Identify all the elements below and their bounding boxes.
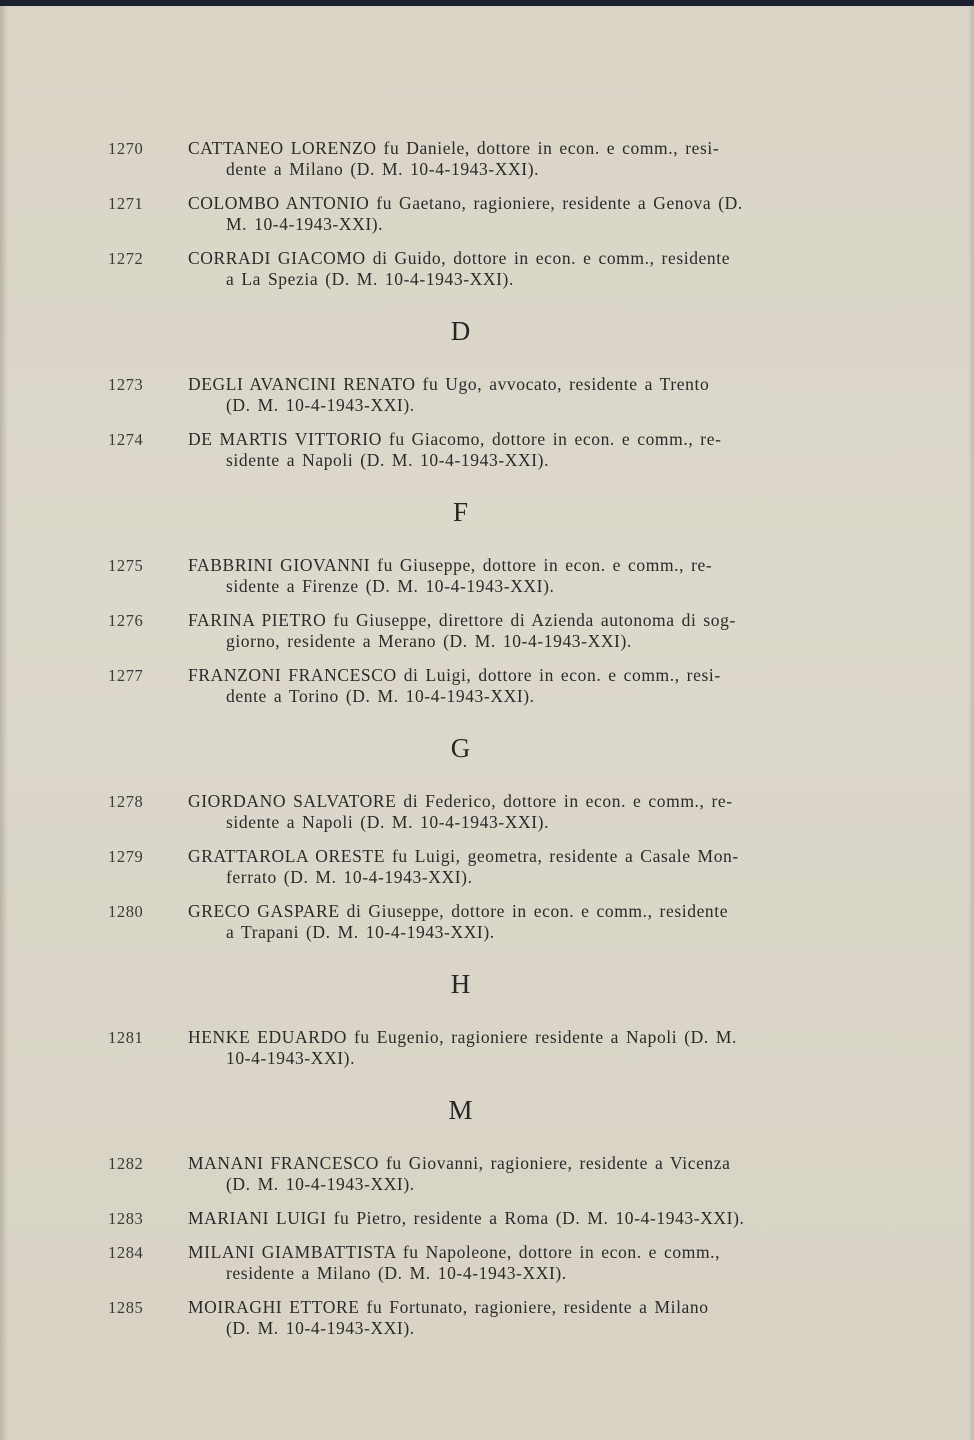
register-entry xyxy=(108,1208,814,1229)
entry-line-1: CORRADI GIACOMO di Guido, dottore in econ. e comm., residente xyxy=(188,248,731,268)
section-d xyxy=(108,316,814,471)
entry-line-2: dente a Torino (D. M. 10-4-1943-XXI). xyxy=(226,686,535,706)
entry-text xyxy=(188,1153,814,1195)
entry-line-2: a Trapani (D. M. 10-4-1943-XXI). xyxy=(226,922,495,942)
entry-number: 1280 xyxy=(108,902,144,921)
entry-line-1: CATTANEO LORENZO fu Daniele, dottore in econ. e comm., resi- xyxy=(188,138,720,158)
entry-text xyxy=(188,901,814,943)
entry-text xyxy=(188,1242,814,1284)
entry-line-1: HENKE EDUARDO fu Eugenio, ragioniere residente a Napoli (D. M. xyxy=(188,1027,737,1047)
register-entry xyxy=(108,1153,814,1195)
entry-number: 1282 xyxy=(108,1154,144,1173)
entry-text xyxy=(188,429,814,471)
entry-line-1: FRANZONI FRANCESCO di Luigi, dottore in econ. e comm., resi- xyxy=(188,665,721,685)
section-heading: F xyxy=(452,497,470,527)
entry-text xyxy=(188,555,814,597)
entry-text xyxy=(188,846,814,888)
entry-line-2: dente a Milano (D. M. 10-4-1943-XXI). xyxy=(226,159,540,179)
register-entry xyxy=(108,846,814,888)
entry-number: 1285 xyxy=(108,1298,144,1317)
register-entry xyxy=(108,138,814,180)
entry-number: 1274 xyxy=(108,430,144,449)
entry-text xyxy=(188,193,814,235)
entry-line-1: MANANI FRANCESCO fu Giovanni, ragioniere, residente a Vicenza xyxy=(188,1153,731,1173)
entry-line-1: FARINA PIETRO fu Giuseppe, direttore di Azienda autonoma di sog- xyxy=(188,610,736,630)
entry-line-2: 10-4-1943-XXI). xyxy=(226,1048,356,1068)
register-entry xyxy=(108,1027,814,1069)
entry-number: 1272 xyxy=(108,249,144,268)
register-entry xyxy=(108,901,814,943)
entry-text xyxy=(188,610,814,652)
entry-number: 1281 xyxy=(108,1028,144,1047)
entry-number: 1273 xyxy=(108,375,144,394)
entry-text xyxy=(188,248,814,290)
entry-number: 1277 xyxy=(108,666,144,685)
entry-text xyxy=(188,138,814,180)
section-heading: H xyxy=(450,969,472,999)
section-heading: M xyxy=(448,1095,474,1125)
entry-line-1: FABBRINI GIOVANNI fu Giuseppe, dottore in econ. e comm., re- xyxy=(188,555,713,575)
entry-line-1: MOIRAGHI ETTORE fu Fortunato, ragioniere, residente a Milano xyxy=(188,1297,709,1317)
entry-text xyxy=(188,791,814,833)
entry-line-2: (D. M. 10-4-1943-XXI). xyxy=(226,1174,415,1194)
entry-line-2: (D. M. 10-4-1943-XXI). xyxy=(226,395,415,415)
register-entry xyxy=(108,610,814,652)
entry-text xyxy=(188,1297,814,1339)
entry-number: 1276 xyxy=(108,611,144,630)
entry-line-1: DEGLI AVANCINI RENATO fu Ugo, avvocato, residente a Trento xyxy=(188,374,710,394)
entry-line-2: sidente a Napoli (D. M. 10-4-1943-XXI). xyxy=(226,812,550,832)
entry-number: 1283 xyxy=(108,1209,144,1228)
register-entry xyxy=(108,429,814,471)
register-entry xyxy=(108,555,814,597)
entry-line-1: MARIANI LUIGI fu Pietro, residente a Roma (D. M. 10-4-1943-XXI). xyxy=(188,1208,745,1228)
entry-number: 1275 xyxy=(108,556,144,575)
section-g xyxy=(108,733,814,943)
entry-number: 1271 xyxy=(108,194,144,213)
section-h xyxy=(108,969,814,1069)
entry-number: 1284 xyxy=(108,1243,144,1262)
entry-text xyxy=(188,1027,814,1069)
entry-line-2: sidente a Firenze (D. M. 10-4-1943-XXI). xyxy=(226,576,555,596)
entry-line-2: ferrato (D. M. 10-4-1943-XXI). xyxy=(226,867,473,887)
register-entry xyxy=(108,1242,814,1284)
entry-line-1: GIORDANO SALVATORE di Federico, dottore in econ. e comm., re- xyxy=(188,791,733,811)
register-entry xyxy=(108,1297,814,1339)
entry-line-2: giorno, residente a Merano (D. M. 10-4-1943-XXI). xyxy=(226,631,632,651)
register-entry xyxy=(108,193,814,235)
entry-line-2: a La Spezia (D. M. 10-4-1943-XXI). xyxy=(226,269,514,289)
entry-line-1: DE MARTIS VITTORIO fu Giacomo, dottore in econ. e comm., re- xyxy=(188,429,722,449)
entry-line-2: sidente a Napoli (D. M. 10-4-1943-XXI). xyxy=(226,450,550,470)
entry-number: 1278 xyxy=(108,792,144,811)
entry-text xyxy=(188,1208,814,1229)
entry-number: 1270 xyxy=(108,139,144,158)
section-m xyxy=(108,1095,814,1339)
section-heading: G xyxy=(450,733,472,763)
register-list xyxy=(108,138,814,1352)
entry-number: 1279 xyxy=(108,847,144,866)
entry-text xyxy=(188,374,814,416)
entry-line-1: GRECO GASPARE di Giuseppe, dottore in econ. e comm., residente xyxy=(188,901,729,921)
section-c xyxy=(108,138,814,290)
entry-line-2: residente a Milano (D. M. 10-4-1943-XXI). xyxy=(226,1263,567,1283)
register-entry xyxy=(108,791,814,833)
section-f xyxy=(108,497,814,707)
entry-line-1: COLOMBO ANTONIO fu Gaetano, ragioniere, residente a Genova (D. xyxy=(188,193,743,213)
section-heading: D xyxy=(450,316,472,346)
register-entry xyxy=(108,665,814,707)
register-entry xyxy=(108,374,814,416)
entry-text xyxy=(188,665,814,707)
entry-line-1: MILANI GIAMBATTISTA fu Napoleone, dottore in econ. e comm., xyxy=(188,1242,721,1262)
entry-line-1: GRATTAROLA ORESTE fu Luigi, geometra, residente a Casale Mon- xyxy=(188,846,739,866)
entry-line-2: (D. M. 10-4-1943-XXI). xyxy=(226,1318,415,1338)
register-entry xyxy=(108,248,814,290)
entry-line-2: M. 10-4-1943-XXI). xyxy=(226,214,384,234)
